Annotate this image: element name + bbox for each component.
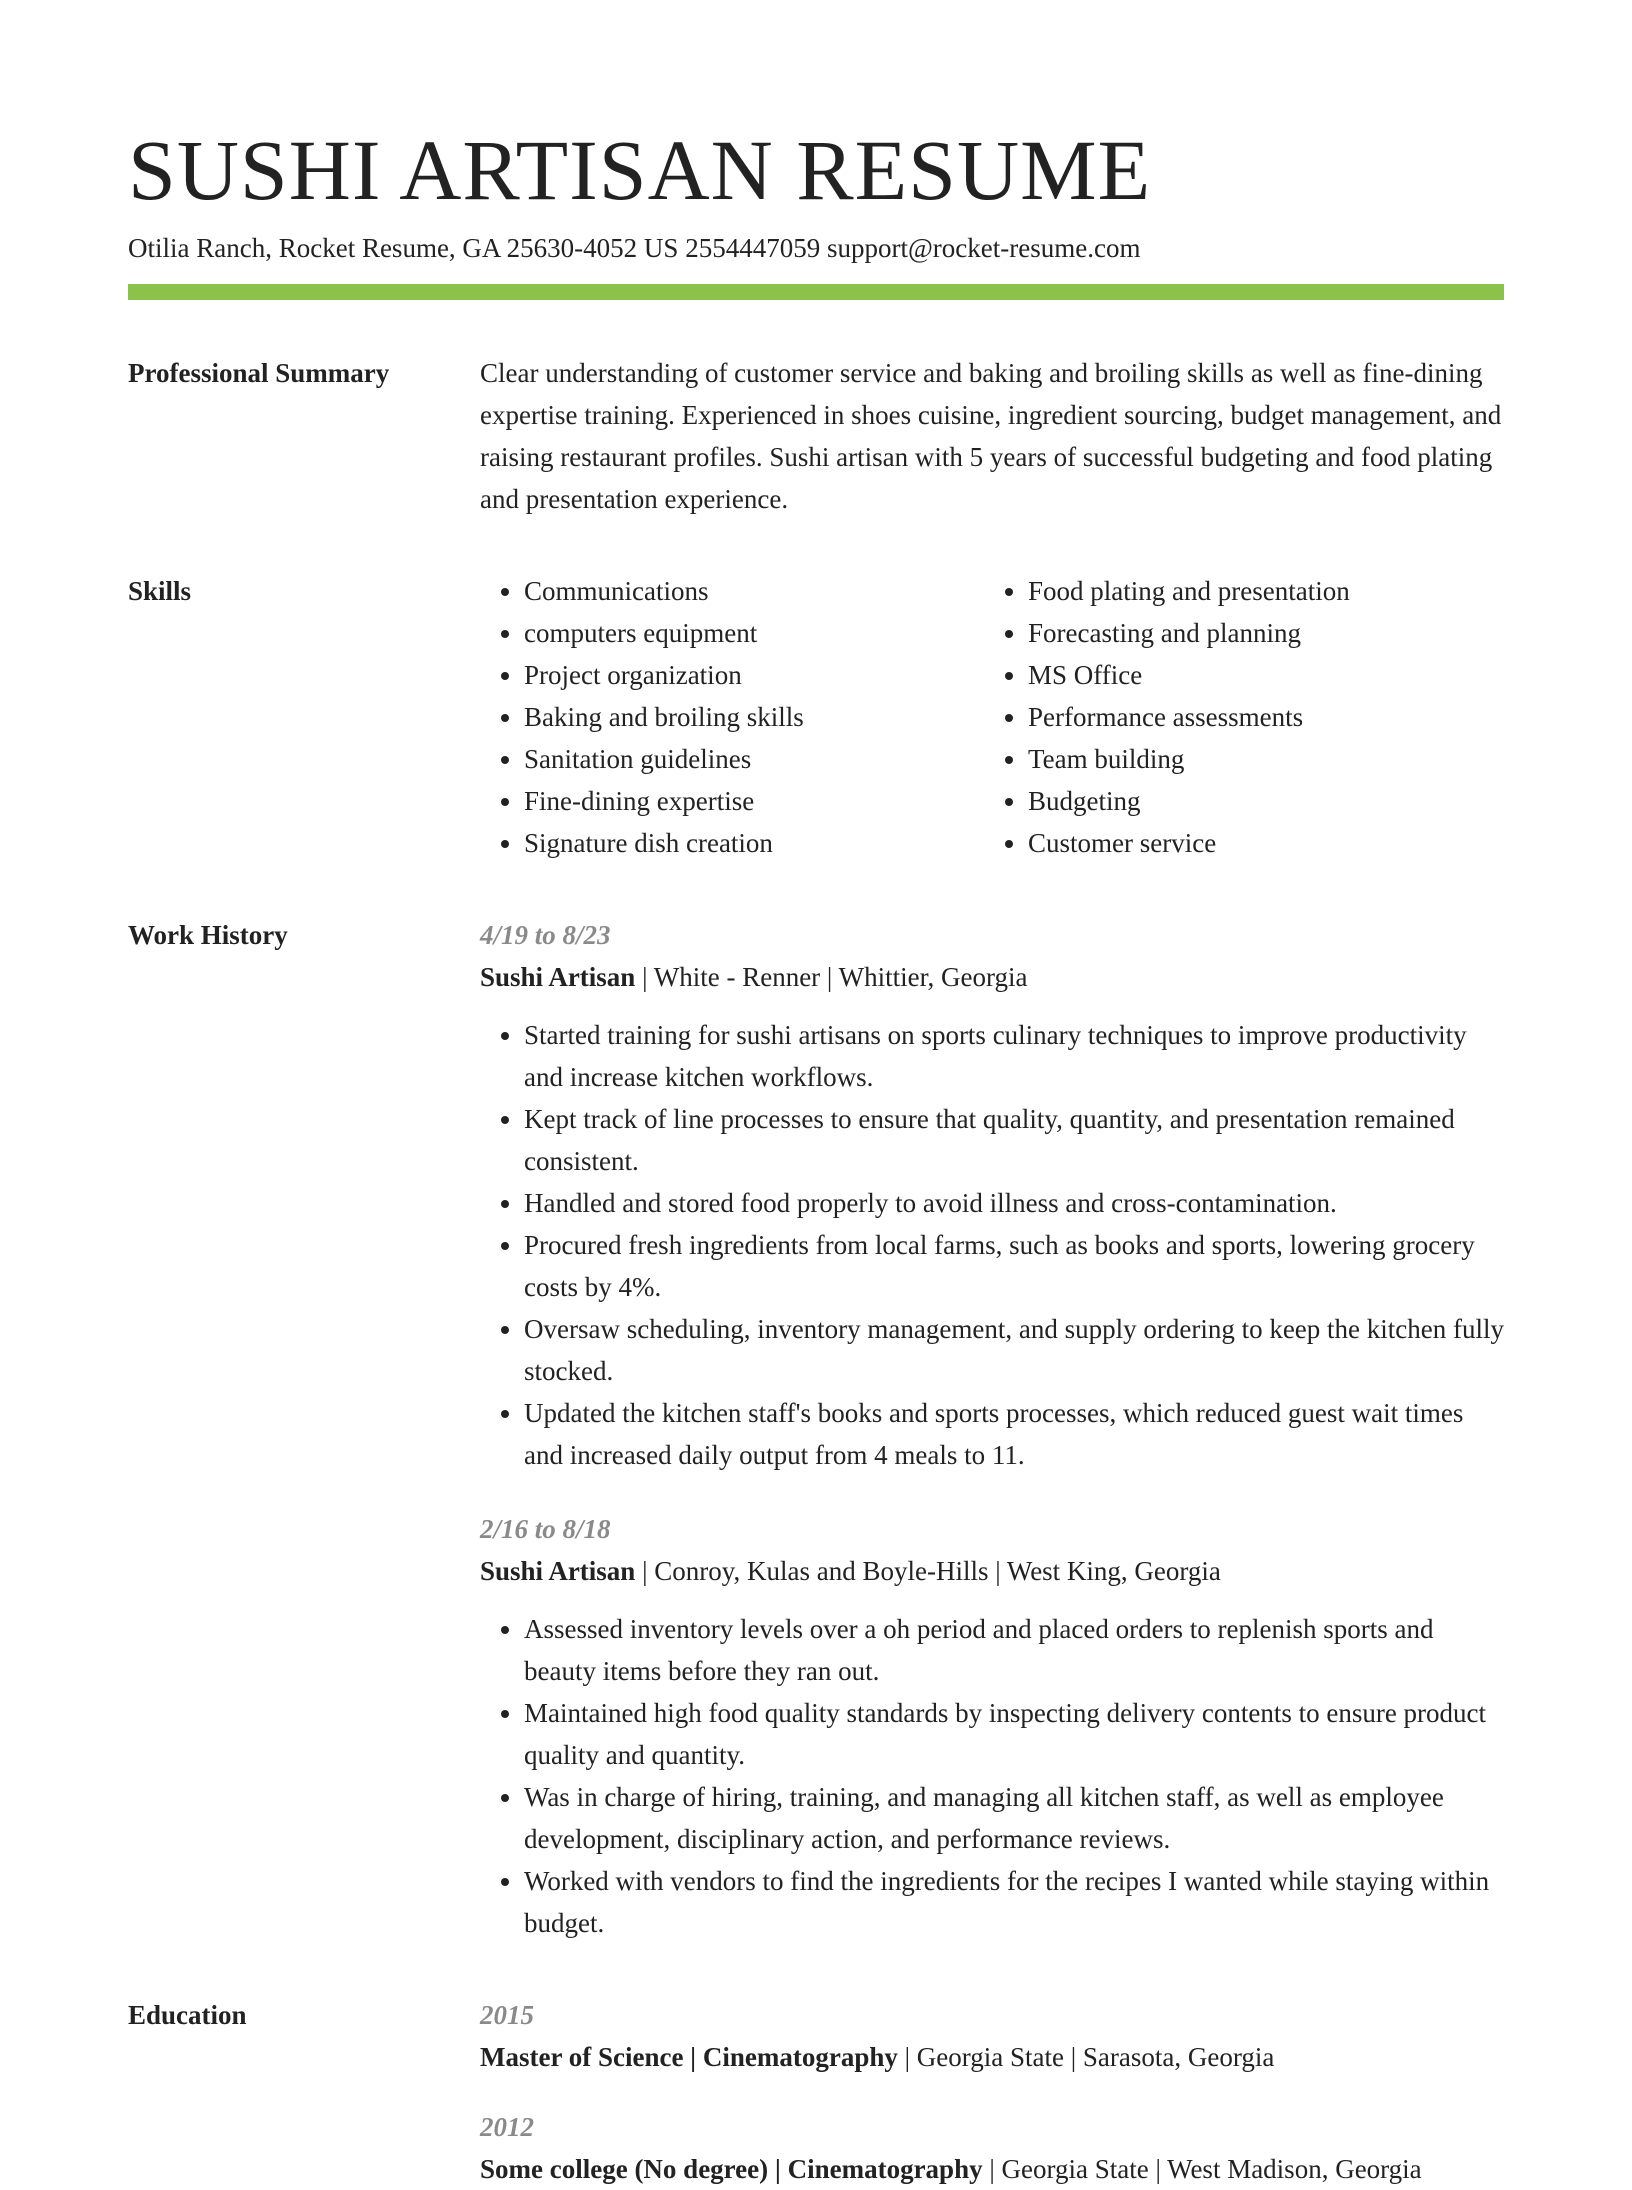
education-date: 2012 xyxy=(480,2112,534,2142)
work-history-section xyxy=(128,914,1504,1944)
education-degree: Master of Science | Cinematography xyxy=(480,2042,898,2072)
education-entry xyxy=(480,2106,1504,2190)
job-bullet: • Started training for sushi artisans on sports culinary techniques to improve productivity and increase kitchen workflows. xyxy=(524,1014,1504,1098)
section-label-summary: Professional Summary xyxy=(128,358,390,388)
skill-item: • Project organization xyxy=(524,654,984,696)
job-bullet: • Worked with vendors to find the ingredients for the recipes I wanted while staying within budget. xyxy=(524,1860,1504,1944)
education-heading xyxy=(480,2148,1504,2190)
job-bullet: • Oversaw scheduling, inventory management, and supply ordering to keep the kitchen fully stocked. xyxy=(524,1308,1504,1392)
job-date: 4/19 to 8/23 xyxy=(480,920,611,950)
skill-item: • Forecasting and planning xyxy=(1028,612,1488,654)
contact-line: Otilia Ranch, Rocket Resume, GA 25630-4052 US 2554447059 support@rocket-resume.com xyxy=(128,233,1141,263)
job-heading xyxy=(480,956,1504,998)
education-heading xyxy=(480,2036,1504,2078)
skill-item: • computers equipment xyxy=(524,612,984,654)
skill-item: • Performance assessments xyxy=(1028,696,1488,738)
education-details: | Georgia State | West Madison, Georgia xyxy=(982,2154,1422,2184)
job-details: | White - Renner | Whittier, Georgia xyxy=(635,962,1028,992)
job-bullet: • Updated the kitchen staff's books and sports processes, which reduced guest wait times and increased daily output from 4 meals to 11. xyxy=(524,1392,1504,1476)
skill-item: • Baking and broiling skills xyxy=(524,696,984,738)
skills-list-left xyxy=(480,570,984,864)
job-bullets xyxy=(480,1608,1504,1944)
skill-item: • Communications xyxy=(524,570,984,612)
job-heading xyxy=(480,1550,1504,1592)
education-details: | Georgia State | Sarasota, Georgia xyxy=(897,2042,1275,2072)
skill-item: • Budgeting xyxy=(1028,780,1488,822)
summary-text: Clear understanding of customer service and baking and broiling skills as well as fine-dining expertise training. Experienced in shoes cuisine, ingredient sourcing, budget management, and raising restaurant profiles. Sushi artisan with 5 years of successful budgeting and food plating and presentation experience. xyxy=(480,358,1502,514)
job-role: Sushi Artisan xyxy=(480,962,636,992)
skill-item: • Team building xyxy=(1028,738,1488,780)
job-entry xyxy=(480,1508,1504,1944)
job-bullet: • Was in charge of hiring, training, and managing all kitchen staff, as well as employee development, disciplinary action, and performance reviews. xyxy=(524,1776,1504,1860)
job-date: 2/16 to 8/18 xyxy=(480,1514,611,1544)
resume-page xyxy=(128,118,1504,2190)
education-section xyxy=(128,1994,1504,2190)
job-entry xyxy=(480,914,1504,1476)
section-label-work: Work History xyxy=(128,920,288,950)
skill-item: • Sanitation guidelines xyxy=(524,738,984,780)
job-bullet: • Procured fresh ingredients from local farms, such as books and sports, lowering grocery costs by 4%. xyxy=(524,1224,1504,1308)
section-label-skills: Skills xyxy=(128,576,192,606)
skill-item: • Customer service xyxy=(1028,822,1488,864)
education-date: 2015 xyxy=(480,2000,534,2030)
job-bullet: • Assessed inventory levels over a oh period and placed orders to replenish sports and beauty items before they ran out. xyxy=(524,1608,1504,1692)
accent-divider xyxy=(128,284,1504,300)
skill-item: • Signature dish creation xyxy=(524,822,984,864)
section-label-education: Education xyxy=(128,2000,247,2030)
job-bullet: • Handled and stored food properly to avoid illness and cross-contamination. xyxy=(524,1182,1504,1224)
skill-item: • Food plating and presentation xyxy=(1028,570,1488,612)
job-bullet: • Maintained high food quality standards by inspecting delivery contents to ensure product quality and quantity. xyxy=(524,1692,1504,1776)
skills-list-right xyxy=(984,570,1488,864)
summary-section xyxy=(128,352,1504,520)
education-entry xyxy=(480,1994,1504,2078)
resume-title: SUSHI ARTISAN RESUME xyxy=(128,122,1152,218)
skill-item: • MS Office xyxy=(1028,654,1488,696)
job-role: Sushi Artisan xyxy=(480,1556,636,1586)
job-details: | Conroy, Kulas and Boyle-Hills | West King, Georgia xyxy=(635,1556,1221,1586)
job-bullet: • Kept track of line processes to ensure that quality, quantity, and presentation remained consistent. xyxy=(524,1098,1504,1182)
skills-section xyxy=(128,570,1504,864)
job-bullets xyxy=(480,1014,1504,1476)
skill-item: • Fine-dining expertise xyxy=(524,780,984,822)
education-degree: Some college (No degree) | Cinematography xyxy=(480,2154,983,2184)
